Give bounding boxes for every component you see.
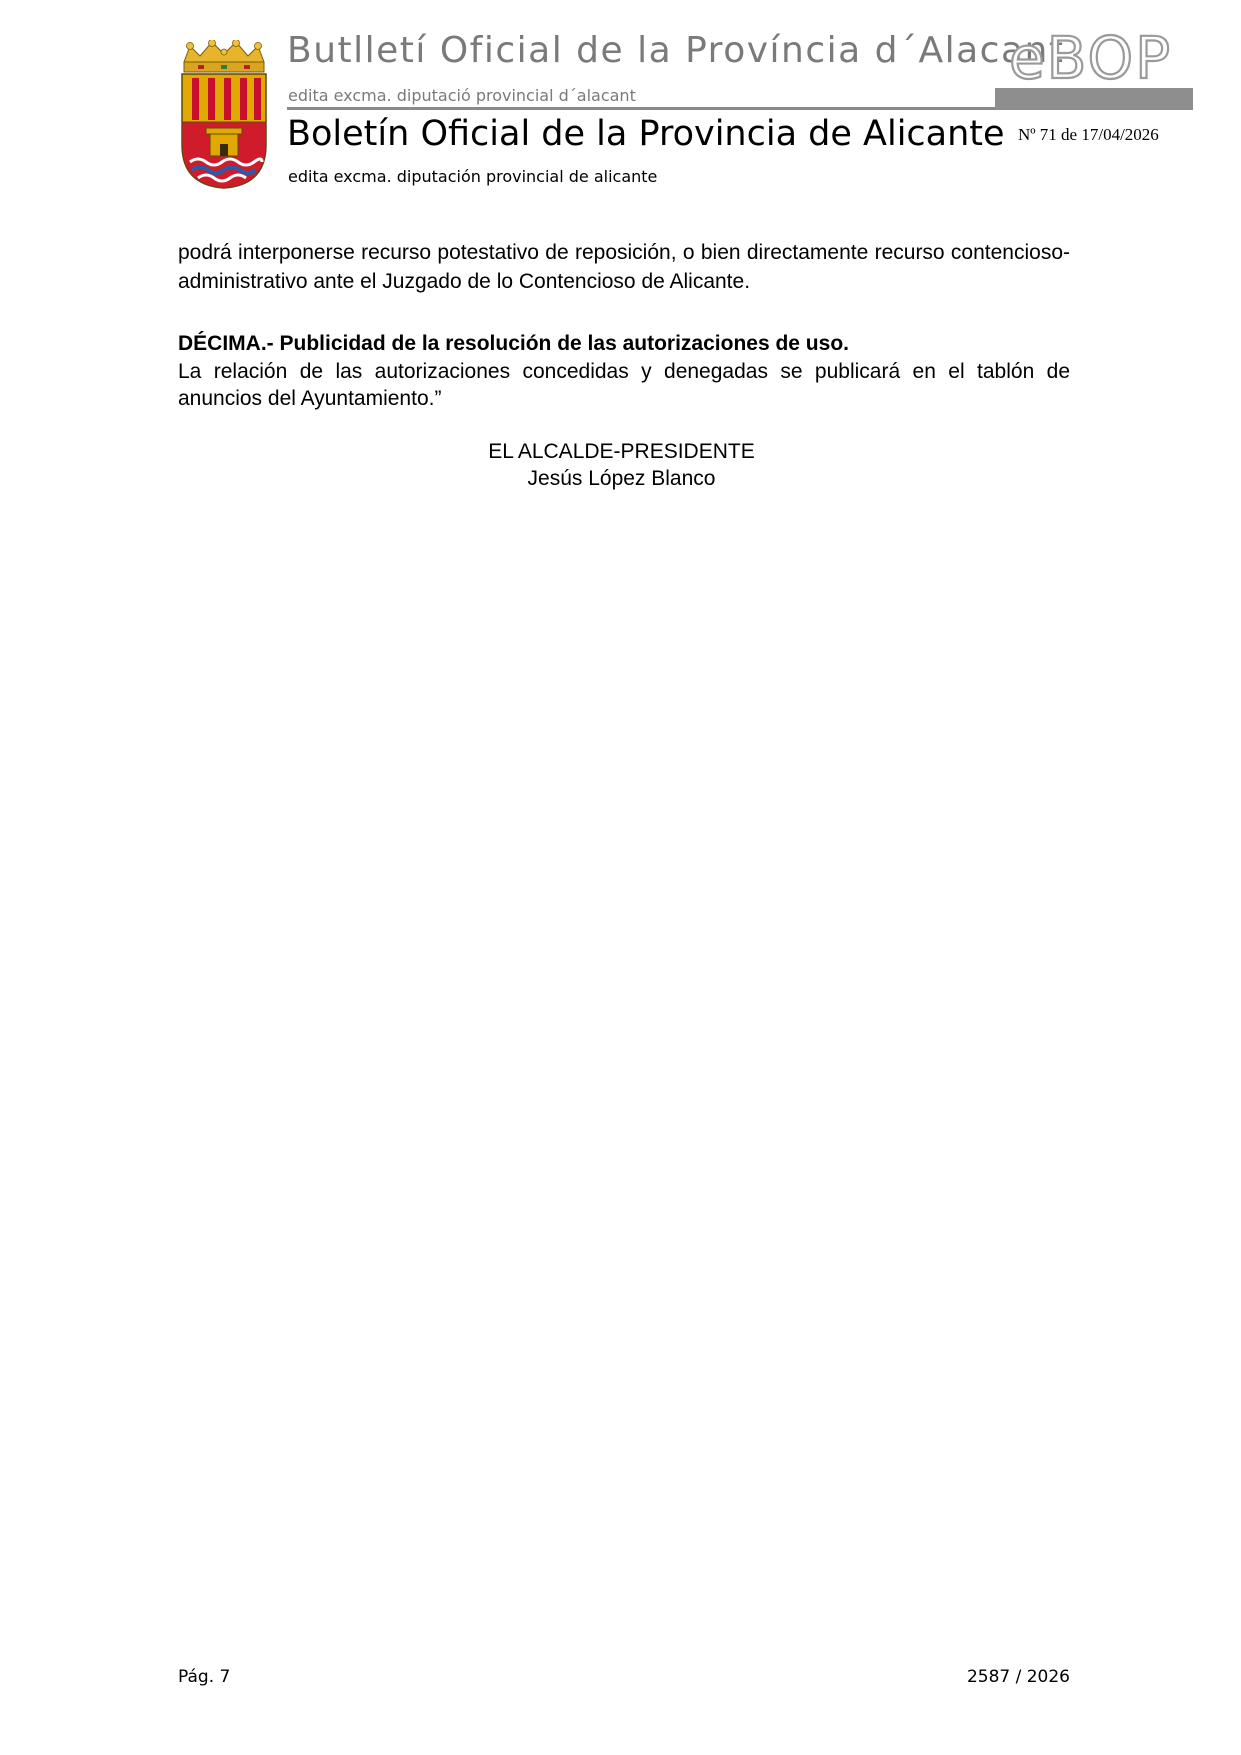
section-heading: DÉCIMA.- Publicidad de la resolución de las autorizaciones de uso.	[178, 332, 849, 355]
crown-icon	[184, 40, 264, 72]
intro-paragraph: podrá interponerse recurso potestativo de reposición, o bien directamente recurso contencioso-administrativo ante el Juzgado de lo Contencioso de Alicante.	[178, 241, 1070, 293]
bulletin-subtitle-spanish: edita excma. diputación provincial de alicante	[288, 167, 658, 186]
signature-name: Jesús López Blanco	[527, 467, 716, 490]
bulletin-subtitle-valencian: edita excma. diputació provincial d´alacant	[288, 86, 636, 105]
header-grey-bar	[995, 88, 1193, 110]
ebop-logo	[1005, 22, 1185, 88]
bulletin-title-valencian: Butlletí Oficial de la Província d´Alacant	[287, 30, 1065, 71]
issue-number-date: Nº 71 de 17/04/2026	[1018, 125, 1159, 144]
bulletin-title-spanish: Boletín Oficial de la Provincia de Alicante	[287, 114, 1005, 154]
page-number: Pág. 7	[178, 1667, 231, 1687]
section-paragraph: La relación de las autorizaciones concedidas y denegadas se publicará en el tablón de anuncios del Ayuntamiento.”	[178, 360, 1070, 410]
coat-of-arms-icon	[178, 40, 270, 190]
ebop-logo-text: eBOP	[1009, 24, 1173, 88]
document-reference: 2587 / 2026	[966, 1667, 1070, 1687]
document-body	[178, 238, 1070, 492]
signature-role: EL ALCALDE-PRESIDENTE	[488, 440, 755, 463]
shield-icon	[182, 74, 266, 188]
signature-block	[178, 438, 1070, 492]
header-divider	[287, 107, 995, 110]
